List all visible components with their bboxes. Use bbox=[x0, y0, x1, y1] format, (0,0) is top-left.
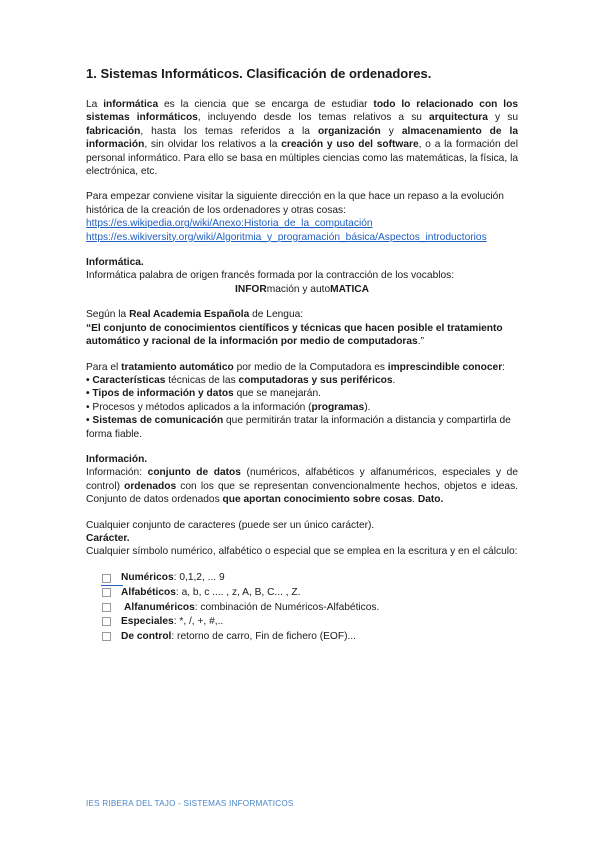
caracter-intro: Cualquier conjunto de caracteres (puede ser un único carácter). bbox=[86, 519, 375, 531]
list-item: • Características técnicas de las computadoras y sus periféricos. bbox=[86, 374, 396, 386]
informatica-heading: Informática. bbox=[86, 257, 144, 269]
list-item: • Procesos y métodos aplicados a la información (programas). bbox=[86, 401, 371, 413]
checkbox-icon bbox=[102, 574, 111, 583]
checkbox-icon bbox=[102, 632, 111, 641]
informacion-paragraph: Información: conjunto de datos (numéricos, alfabéticos y alfanuméricos, especiales y de control) ordenados con los que se representan convencionalmente hechos, objetos e ideas. Conjunto de datos ordenados que aportan conocimiento sobre cosas. Dato. bbox=[86, 467, 519, 506]
page-title: 1. Sistemas Informáticos. Clasificación de ordenadores. bbox=[86, 66, 432, 81]
informatica-etymology: INFORmación y autoMATICA bbox=[235, 283, 369, 295]
checkbox-icon bbox=[102, 603, 111, 612]
intro-paragraph: La informática es la ciencia que se encarga de estudiar todo lo relacionado con los sistemas informáticos, incluyendo desde los temas relativos a su arquitectura y su fabricación, hasta los temas referidos a la organización y almacenamiento de la información, sin olvidar los relativos a la creación y uso del software, o a la formación del personal informático. Para ello se basa en múltiples ciencias como las matemáticas, la física, la electrónica, etc. bbox=[86, 99, 518, 178]
informatica-desc: Informática palabra de origen francés formada por la contracción de los vocablos: bbox=[86, 270, 455, 282]
tratamiento-intro: Para el tratamiento automático por medio de la Computadora es imprescindible conocer: bbox=[86, 361, 506, 373]
visit-paragraph: Para empezar conviene visitar la siguiente dirección en la que hace un repaso a la evolución histórica de la creación de los ordenadores y otras cosas: bbox=[86, 191, 504, 216]
document-body bbox=[86, 66, 518, 644]
checkbox-icon bbox=[102, 588, 111, 597]
list-item: Alfabéticos : a, b, c .... , z, A, B, C... , Z. bbox=[102, 585, 518, 600]
rae-intro: Según la Real Academia Española de Lengua: bbox=[86, 309, 304, 321]
list-item: • Tipos de información y datos que se manejarán. bbox=[86, 388, 321, 400]
caracter-desc: Cualquier símbolo numérico, alfabético o especial que se emplea en la escritura y en el cálculo: bbox=[86, 546, 518, 558]
list-item: Especiales : *, /, +, #,.. bbox=[102, 615, 518, 630]
character-type-list bbox=[86, 571, 518, 644]
rae-quote: “El conjunto de conocimientos científicos y técnicas que hacen posible el tratamiento automático y racional de la información por medio de computadoras.” bbox=[86, 322, 503, 348]
caracter-heading: Carácter. bbox=[86, 532, 130, 544]
informacion-heading: Información. bbox=[86, 453, 148, 465]
list-item: Alfanuméricos : combinación de Numéricos-Alfabéticos. bbox=[102, 600, 518, 615]
wikiversity-link[interactable]: https://es.wikiversity.org/wiki/Algoritmia_y_programación_básica/Aspectos_introductorios bbox=[86, 231, 487, 243]
wikipedia-link[interactable]: https://es.wikipedia.org/wiki/Anexo:Historia_de_la_computación bbox=[86, 218, 373, 230]
page-footer: IES RIBERA DEL TAJO - SISTEMAS INFORMATICOS bbox=[86, 799, 294, 808]
checkbox-icon bbox=[102, 617, 111, 626]
list-item: Numéricos : 0,1,2, ... 9 bbox=[102, 571, 518, 586]
list-item: De control : retorno de carro, Fin de fichero (EOF)... bbox=[102, 629, 518, 644]
list-item: • Sistemas de comunicación que permitirán tratar la información a distancia y compartirla de forma fiable. bbox=[86, 415, 511, 440]
